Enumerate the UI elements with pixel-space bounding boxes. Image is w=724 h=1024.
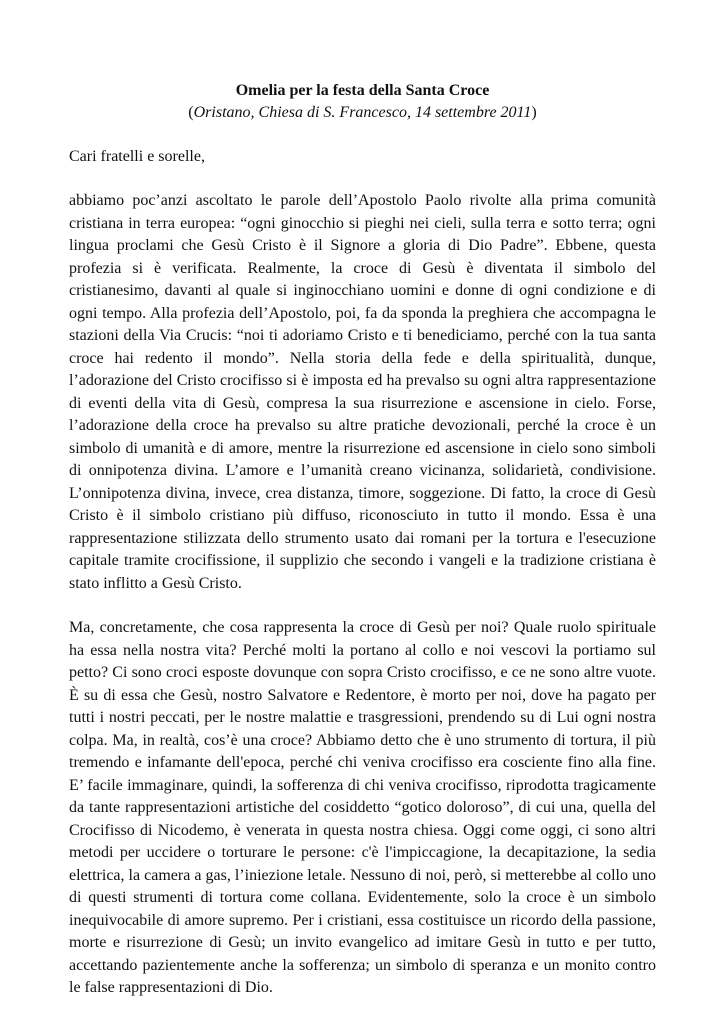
document-page [69,80,656,1022]
document-title: Omelia per la festa della Santa Croce [235,82,490,99]
subtitle-place-date: Oristano, Chiesa di S. Francesco, 14 settembre 2011 [193,104,532,121]
greeting: Cari fratelli e sorelle, [69,148,205,165]
subtitle-close-paren: ) [531,104,537,121]
subtitle-open-paren: ( [188,104,194,121]
paragraph-2: Ma, concretamente, che cosa rappresenta la croce di Gesù per noi? Quale ruolo spirituale ha essa nella nostra vita? Perché molti la portano al collo e noi vescovi la portiamo sul petto? Ci sono croci esposte dovunque con sopra Cristo crocifisso, e ce ne sono altre vuote. È su di essa che Gesù, nostro Salvatore e Redentore, è morto per noi, dove ha pagato per tutti i nostri peccati, per le nostre malattie e trasgressioni, prendendo su di Lui ogni nostra colpa. Ma, in realtà, cos’è una croce? Abbiamo detto che è uno strumento di tortura, il più tremendo e infamante dell'epoca, perché chi veniva crocifisso era cosciente fino alla fine. E’ facile immaginare, quindi, la sofferenza di chi veniva crocifisso, riprodotta tragicamente da tante rappresentazioni artistiche del cosiddetto “gotico doloroso”, di cui una, quella del Crocifisso di Nicodemo, è venerata in questa nostra chiesa. Oggi come oggi, ci sono altri metodi per uccidere o torturare le persone: c'è l'impiccagione, la decapitazione, la sedia elettrica, la camera a gas, l’iniezione letale. Nessuno di noi, però, si metterebbe al collo uno di questi strumenti di tortura come collana. Evidentemente, solo la croce è un simbolo inequivocabile di amore supremo. Per i cristiani, essa costituisce un ricordo della passione, morte e risurrezione di Gesù; un invito evangelico ad imitare Gesù in tutto e per tutto, accettando pazientemente anche la sofferenza; un simbolo di speranza e un monito contro le false rappresentazioni di Dio. [69,619,656,996]
paragraph-1: abbiamo poc’anzi ascoltato le parole dell’Apostolo Paolo rivolte alla prima comunità cristiana in terra europea: “ogni ginocchio si pieghi nei cieli, sulla terra e sotto terra; ogni lingua proclami che Gesù Cristo è il Signore a gloria di Dio Padre”. Ebbene, questa profezia si è verificata. Realmente, la croce di Gesù è diventata il simbolo del cristianesimo, davanti al quale si inginocchiano uomini e donne di ogni condizione e di ogni tempo. Alla profezia dell’Apostolo, poi, fa da sponda la preghiera che accompagna le stazioni della Via Crucis: “noi ti adoriamo Cristo e ti benediciamo, perché con la tua santa croce hai redento il mondo”. Nella storia della fede e della spiritualità, dunque, l’adorazione del Cristo crocifisso si è imposta ed ha prevalso su ogni altra rappresentazione di eventi della vita di Gesù, compresa la sua risurrezione e ascensione in cielo. Forse, l’adorazione della croce ha prevalso su altre pratiche devozionali, perché la croce è un simbolo di umanità e di amore, mentre la risurrezione ed ascensione in cielo sono simboli di onnipotenza divina. L’amore e l’umanità creano vicinanza, solidarietà, condivisione. L’onnipotenza divina, invece, crea distanza, timore, soggezione. Di fatto, la croce di Gesù Cristo è il simbolo cristiano più diffuso, riconosciuto in tutto il mondo. Essa è una rappresentazione stilizzata dello strumento usato dai romani per la tortura e l'esecuzione capitale tramite crocifissione, il supplizio che secondo i vangeli e la tradizione cristiana è stato inflitto a Gesù Cristo. [69,192,656,592]
document-subtitle [69,102,656,124]
